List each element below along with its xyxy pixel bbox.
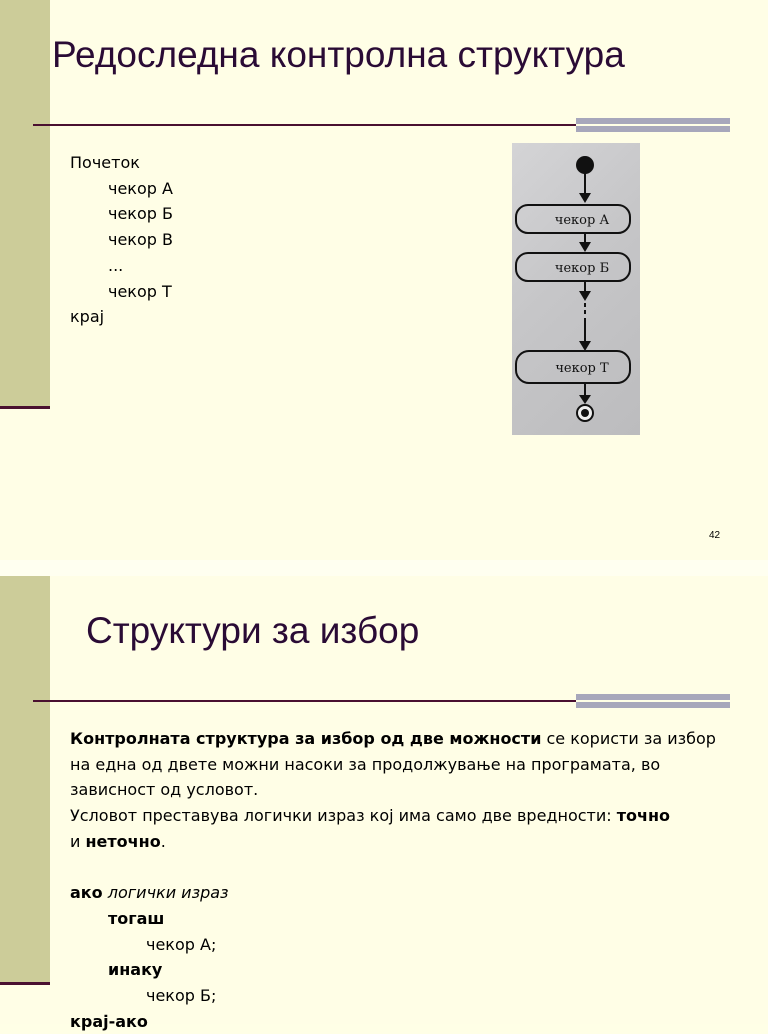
start-node-icon: [577, 157, 593, 173]
period: .: [160, 831, 166, 851]
pseudocode-step: чекор А: [108, 178, 173, 198]
false-keyword: неточно: [85, 831, 161, 851]
flow-node-label: чекор А: [554, 213, 610, 228]
title-divider-accent: [576, 694, 730, 708]
flowchart-diagram: [512, 143, 640, 435]
code-line-if: [70, 880, 720, 906]
code-line-step-b: чекор Б;: [146, 986, 217, 1006]
flow-node-label: чекор Т: [555, 361, 609, 376]
slide-title: Структури за избор: [86, 610, 420, 651]
code-line-endif: [70, 1009, 720, 1034]
definition-term: Контролната структура за избор од две можности: [70, 729, 542, 748]
pseudocode-block: [70, 150, 173, 330]
sidebar-accent: [0, 576, 50, 984]
endif-keyword: крај-ако: [70, 1011, 148, 1031]
slide-title: Редоследна контролна структура: [52, 34, 625, 75]
paragraph-definition: [70, 726, 720, 803]
flowchart-photo: [512, 143, 640, 435]
pseudocode-step: чекор В: [108, 230, 173, 250]
flow-node-label: чекор Б: [554, 261, 610, 276]
and-word: и: [70, 831, 86, 851]
else-keyword: инаку: [108, 960, 163, 980]
code-line-step-a: чекор А;: [146, 934, 217, 954]
slide-body: [70, 726, 720, 1034]
code-line-then: [70, 906, 720, 932]
pseudocode-start: Почеток: [70, 153, 140, 172]
definition-text: се користи за избор на една од двете можни насоки за продолжување на програмата, во зависност од условот.: [70, 729, 716, 800]
pseudocode-end: крај: [70, 307, 105, 327]
page-number: 42: [709, 530, 721, 541]
then-keyword: тогаш: [108, 908, 165, 928]
true-keyword: точно: [616, 806, 671, 826]
condition-expression: логички израз: [107, 883, 229, 903]
code-line-else: [70, 957, 720, 983]
pseudocode-step: чекор Т: [108, 281, 172, 301]
paragraph-condition: [70, 803, 720, 854]
sidebar-underline: [0, 406, 50, 409]
slide-separator: [0, 560, 768, 576]
pseudocode-if: [70, 880, 720, 1034]
sidebar-accent: [0, 0, 50, 408]
title-divider-accent: [576, 118, 730, 132]
condition-text: Условот преставува логички израз кој има само две вредности:: [70, 806, 617, 826]
sidebar-underline: [0, 982, 50, 985]
pseudocode-ellipsis: ...: [108, 255, 124, 275]
if-keyword: ако: [70, 883, 103, 903]
pseudocode-step: чекор Б: [108, 204, 173, 224]
